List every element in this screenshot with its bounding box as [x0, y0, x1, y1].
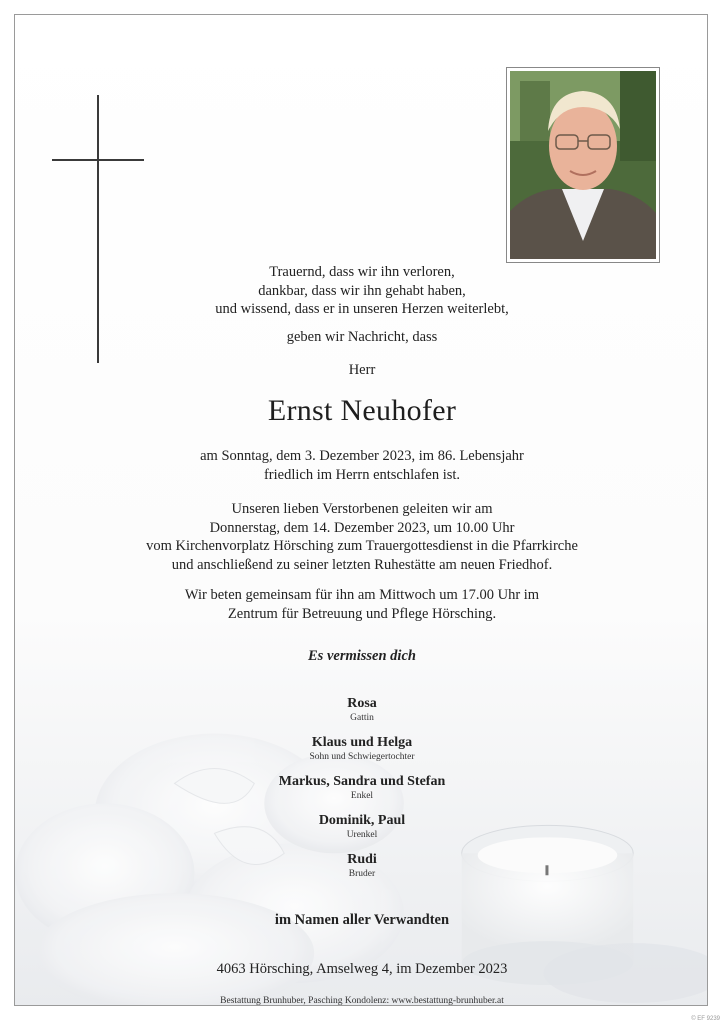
poem-line: Trauernd, dass wir ihn verloren,: [269, 264, 455, 280]
funeral-line: und anschließend zu seiner letzten Ruhestätte am neuen Friedhof.: [171, 556, 553, 573]
mourner-name: Dominik, Paul: [318, 813, 406, 828]
miss-heading: Es vermissen dich: [308, 648, 416, 664]
cross-horizontal-bar: [52, 159, 144, 161]
address-line: 4063 Hörsching, Amselweg 4, im Dezember 2023: [216, 961, 508, 977]
funeral-line: Unseren lieben Verstorbenen geleiten wir am: [231, 501, 493, 517]
funeral-home-footer: Bestattung Brunhuber, Pasching Kondolenz: www.bestattung-brunhuber.at: [220, 996, 504, 1006]
mourner-relation: Enkel: [350, 791, 374, 801]
mourner-relation: Bruder: [348, 869, 376, 879]
mourner-entry: [15, 773, 708, 802]
mourner-entry: [15, 695, 708, 724]
cross-vertical-bar: [97, 95, 99, 363]
deceased-name: Ernst Neuhofer: [267, 394, 457, 427]
poem-line: dankbar, dass wir ihn gehabt haben,: [258, 282, 466, 299]
prayer-line: Wir beten gemeinsam für ihn am Mittwoch um 17.00 Uhr im: [184, 587, 540, 603]
print-code: © EF 9239: [691, 1016, 720, 1022]
salutation: Herr: [348, 362, 376, 378]
behalf-line: im Namen aller Verwandten: [274, 912, 450, 928]
mourner-name: Rudi: [347, 852, 377, 867]
poem: [15, 263, 708, 319]
mourner-name: Rosa: [347, 696, 377, 711]
funeral-line: vom Kirchenvorplatz Hörsching zum Trauergottesdienst in die Pfarrkirche: [146, 538, 578, 554]
mourner-name: Klaus und Helga: [311, 735, 413, 750]
prayer-line: Zentrum für Betreuung und Pflege Hörsching.: [227, 605, 497, 622]
parte-card: [14, 14, 708, 1006]
mourner-entry: [15, 734, 708, 763]
mourner-relation: Sohn und Schwiegertochter: [309, 752, 415, 762]
intro-text: geben wir Nachricht, dass: [286, 329, 438, 345]
mourner-entry: [15, 812, 708, 841]
prayer-details: [15, 586, 708, 623]
death-notice-line: am Sonntag, dem 3. Dezember 2023, im 86. Lebensjahr: [200, 448, 524, 464]
mourner-relation: Urenkel: [346, 830, 378, 840]
death-notice-line: friedlich im Herrn entschlafen ist.: [263, 466, 461, 483]
death-notice: [15, 447, 708, 484]
mourner-relation: Gattin: [350, 713, 374, 723]
portrait-image: [510, 71, 656, 259]
funeral-details: [15, 500, 708, 574]
mourner-entry: [15, 851, 708, 880]
mourners-list: [15, 695, 708, 890]
funeral-line: Donnerstag, dem 14. Dezember 2023, um 10.00 Uhr: [209, 519, 515, 536]
mourner-name: Markus, Sandra und Stefan: [278, 774, 446, 789]
poem-line: und wissend, dass er in unseren Herzen weiterlebt,: [215, 301, 509, 317]
portrait-photo: [506, 67, 660, 263]
